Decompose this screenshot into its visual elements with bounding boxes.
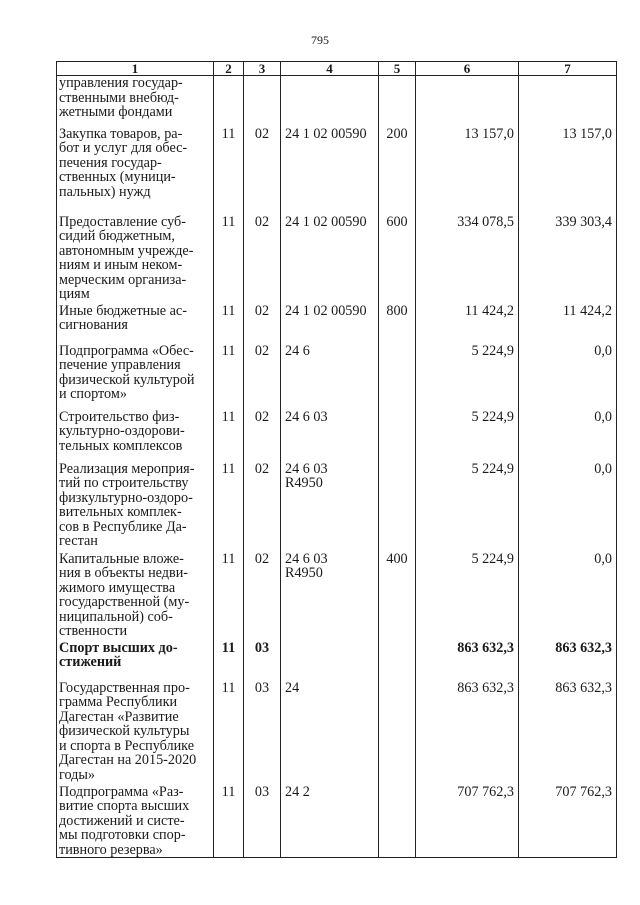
table-row (57, 304, 617, 344)
column-header-4: 4 (281, 62, 379, 76)
cell-target-code: 24 1 02 00590 (281, 215, 379, 304)
name-line: ниям и иным неком- (59, 257, 183, 274)
table-row (57, 785, 617, 858)
table-header-row (57, 62, 617, 76)
cell-name (57, 127, 214, 215)
name-line: сигнования (59, 317, 128, 334)
cell-section: 11 (214, 127, 244, 215)
cell-target-code: 24 6 03 (281, 410, 379, 462)
name-line: ниципальной) соб- (59, 608, 173, 625)
name-line: Подпрограмма «Раз- (59, 783, 184, 800)
column-header-5: 5 (379, 62, 416, 76)
cell-section: 11 (214, 641, 244, 681)
cell-name (57, 641, 214, 681)
cell-section: 11 (214, 681, 244, 785)
cell-subsection: 02 (244, 304, 281, 344)
cell-name (57, 76, 214, 127)
name-line: Дагестан на 2015-2020 (59, 752, 197, 769)
name-line: вительных комплек- (59, 504, 182, 521)
cell-subsection: 03 (244, 681, 281, 785)
cell-expense-type (379, 462, 416, 552)
table-body (57, 76, 617, 858)
cell-amount-year1: 707 762,3 (416, 785, 519, 858)
cell-amount-year2: 0,0 (519, 462, 617, 552)
cell-amount-year2: 339 303,4 (519, 215, 617, 304)
code-line: 24 6 03 (285, 460, 328, 477)
name-line: жетными фондами (59, 104, 173, 121)
cell-section: 11 (214, 462, 244, 552)
name-line: тивного резерва» (59, 841, 163, 858)
name-line: ственных (муници- (59, 169, 176, 186)
cell-name (57, 304, 214, 344)
cell-target-code: 24 6 (281, 344, 379, 410)
code-line: R4950 (285, 475, 323, 492)
name-line: грамма Республики (59, 694, 178, 711)
name-line: витие спорта высших (59, 798, 190, 815)
name-line: автономным учрежде- (59, 242, 194, 259)
name-line: ственными внебюд- (59, 89, 179, 106)
cell-amount-year2: 863 632,3 (519, 681, 617, 785)
cell-subsection: 02 (244, 552, 281, 641)
cell-target-code (281, 641, 379, 681)
name-line: Строительство физ- (59, 408, 180, 425)
cell-target-code: 24 1 02 00590 (281, 127, 379, 215)
cell-target-code (281, 552, 379, 641)
cell-target-code (281, 462, 379, 552)
cell-amount-year2: 0,0 (519, 410, 617, 462)
budget-table (56, 61, 617, 858)
column-header-3: 3 (244, 62, 281, 76)
cell-section: 11 (214, 344, 244, 410)
cell-amount-year2: 0,0 (519, 344, 617, 410)
name-line: годы» (59, 767, 95, 784)
name-line: сидий бюджетным, (59, 228, 175, 245)
cell-target-code: 24 (281, 681, 379, 785)
cell-amount-year1: 11 424,2 (416, 304, 519, 344)
cell-section: 11 (214, 304, 244, 344)
name-line: сов в Республике Да- (59, 518, 187, 535)
table-row (57, 344, 617, 410)
cell-name (57, 785, 214, 858)
name-line: физической культурой (59, 371, 195, 388)
cell-expense-type (379, 641, 416, 681)
name-line: бот и услуг для обес- (59, 140, 188, 157)
cell-amount-year2 (519, 76, 617, 127)
cell-name (57, 410, 214, 462)
name-line: Дагестан «Развитие (59, 708, 179, 725)
column-header-6: 6 (416, 62, 519, 76)
cell-amount-year1: 334 078,5 (416, 215, 519, 304)
name-line: Иные бюджетные ас- (59, 302, 187, 319)
cell-section (214, 76, 244, 127)
name-line: физической культуры (59, 723, 190, 740)
name-line: жимого имущества (59, 579, 176, 596)
name-line: циям (59, 286, 90, 303)
name-line: Реализация мероприя- (59, 460, 195, 477)
name-line: государственной (му- (59, 594, 190, 611)
cell-subsection: 02 (244, 462, 281, 552)
cell-expense-type (379, 410, 416, 462)
name-line: Предоставление суб- (59, 213, 186, 230)
name-line: печение управления (59, 357, 181, 374)
cell-section: 11 (214, 410, 244, 462)
page-number: 795 (311, 33, 329, 47)
name-line: пальных) нужд (59, 183, 151, 200)
cell-subsection: 03 (244, 641, 281, 681)
cell-section: 11 (214, 785, 244, 858)
code-line: R4950 (285, 565, 323, 582)
name-line: Капитальные вложе- (59, 550, 184, 567)
cell-subsection: 02 (244, 410, 281, 462)
name-line: культурно-оздорови- (59, 423, 185, 440)
cell-target-code (281, 76, 379, 127)
column-header-7: 7 (519, 62, 617, 76)
table-row (57, 215, 617, 304)
cell-expense-type: 600 (379, 215, 416, 304)
column-header-2: 2 (214, 62, 244, 76)
code-line: 24 6 03 (285, 550, 328, 567)
name-line: Подпрограмма «Обес- (59, 342, 194, 359)
cell-name (57, 681, 214, 785)
cell-amount-year1: 13 157,0 (416, 127, 519, 215)
cell-subsection: 02 (244, 215, 281, 304)
cell-name (57, 462, 214, 552)
cell-expense-type (379, 76, 416, 127)
cell-expense-type (379, 681, 416, 785)
name-line: ния в объекты недви- (59, 565, 189, 582)
cell-target-code: 24 2 (281, 785, 379, 858)
table-row (57, 681, 617, 785)
name-line: ственности (59, 623, 128, 640)
cell-name (57, 344, 214, 410)
cell-amount-year1: 5 224,9 (416, 410, 519, 462)
cell-amount-year2: 863 632,3 (519, 641, 617, 681)
name-line: мерческим организа- (59, 271, 187, 288)
table-row (57, 127, 617, 215)
name-line: управления государ- (59, 75, 183, 91)
cell-subsection: 02 (244, 344, 281, 410)
name-line: Государственная про- (59, 679, 190, 696)
name-line: тельных комплексов (59, 437, 183, 454)
name-line: физкультурно-оздоро- (59, 489, 193, 506)
cell-amount-year1 (416, 76, 519, 127)
cell-amount-year2: 707 762,3 (519, 785, 617, 858)
table-row (57, 641, 617, 681)
cell-expense-type (379, 785, 416, 858)
cell-amount-year2: 0,0 (519, 552, 617, 641)
name-line: Закупка товаров, ра- (59, 125, 183, 142)
table-row (57, 76, 617, 127)
cell-expense-type: 400 (379, 552, 416, 641)
name-line: Спорт высших до- (59, 639, 178, 656)
cell-section: 11 (214, 215, 244, 304)
cell-subsection (244, 76, 281, 127)
name-line: и спортом» (59, 386, 127, 403)
name-line: тий по строительству (59, 475, 189, 492)
budget-table-container (56, 61, 616, 858)
cell-amount-year2: 13 157,0 (519, 127, 617, 215)
name-line: стижений (59, 654, 122, 671)
cell-amount-year1: 5 224,9 (416, 552, 519, 641)
cell-subsection: 03 (244, 785, 281, 858)
cell-amount-year1: 5 224,9 (416, 462, 519, 552)
cell-section: 11 (214, 552, 244, 641)
name-line: мы подготовки спор- (59, 827, 186, 844)
cell-amount-year1: 863 632,3 (416, 681, 519, 785)
column-header-1: 1 (57, 62, 214, 76)
cell-target-code: 24 1 02 00590 (281, 304, 379, 344)
cell-amount-year2: 11 424,2 (519, 304, 617, 344)
cell-name (57, 215, 214, 304)
cell-expense-type: 800 (379, 304, 416, 344)
table-row (57, 410, 617, 462)
name-line: достижений и систе- (59, 812, 185, 829)
cell-expense-type (379, 344, 416, 410)
table-row (57, 552, 617, 641)
name-line: печения государ- (59, 154, 162, 171)
table-row (57, 462, 617, 552)
cell-amount-year1: 863 632,3 (416, 641, 519, 681)
name-line: гестан (59, 533, 98, 550)
cell-amount-year1: 5 224,9 (416, 344, 519, 410)
cell-name (57, 552, 214, 641)
name-line: и спорта в Республике (59, 737, 195, 754)
cell-subsection: 02 (244, 127, 281, 215)
cell-expense-type: 200 (379, 127, 416, 215)
